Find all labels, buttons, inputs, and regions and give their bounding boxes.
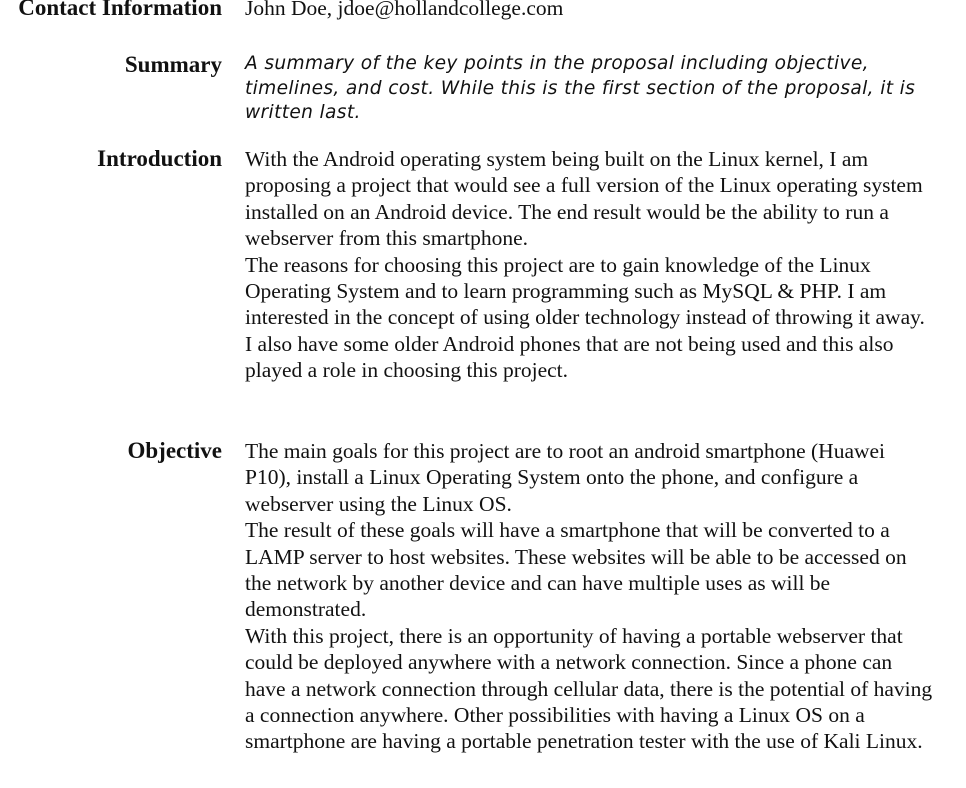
objective-paragraph-3: With this project, there is an opportunity of having a portable webserver that could be deployed anywhere with a network connection. Since a phone can have a network connection through cellular data, there is the potential of having a connection anywhere. Other possibilities with having a Linux OS on a smartphone are having a portable penetration tester with the use of Kali Linux. bbox=[245, 623, 933, 754]
objective-label: Objective bbox=[127, 438, 222, 463]
introduction-body bbox=[245, 146, 935, 384]
summary-text: A summary of the key points in the proposal including objective, timelines, and cost. While this is the first section of the proposal, it is written last. bbox=[245, 53, 916, 123]
introduction-label: Introduction bbox=[97, 146, 222, 171]
objective-paragraph-1: The main goals for this project are to root an android smartphone (Huawei P10), install a Linux Operating System onto the phone, and configure a webserver using the Linux OS. bbox=[245, 439, 886, 516]
introduction-paragraph-2: The reasons for choosing this project are to gain knowledge of the Linux Operating System and to learn programming such as MySQL & PHP. I am interested in the concept of using older technology instead of throwing it away. I also have some older Android phones that are not being used and this also played a role in choosing this project. bbox=[245, 252, 925, 383]
objective-paragraph-2: The result of these goals will have a smartphone that will be converted to a LAMP server to host websites. These websites will be able to be accessed on the network by another device and can have multiple uses as will be demonstrated. bbox=[245, 518, 907, 622]
summary-label: Summary bbox=[124, 52, 222, 77]
objective-body bbox=[245, 438, 935, 755]
contact-value: John Doe, jdoe@hollandcollege.com bbox=[245, 0, 564, 20]
introduction-paragraph-1: With the Android operating system being built on the Linux kernel, I am proposing a project that would see a full version of the Linux operating system installed on an Android device. The end result would be the ability to run a webserver from this smartphone. bbox=[245, 147, 923, 251]
contact-label: Contact Information bbox=[18, 0, 222, 20]
